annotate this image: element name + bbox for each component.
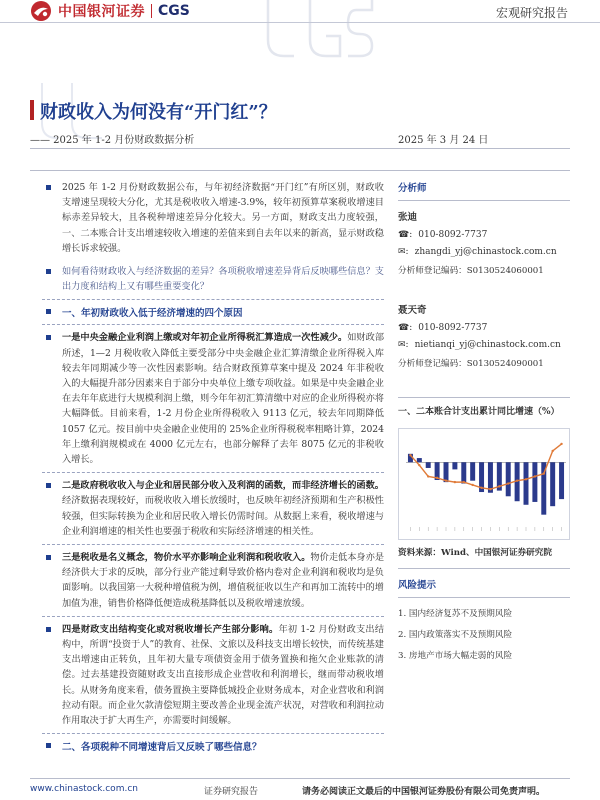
reason-paragraph-3 [42, 550, 384, 611]
bullet-marker [46, 483, 51, 488]
chart-bar [532, 462, 537, 502]
galaxy-logo-icon [30, 0, 52, 22]
report-subtitle: —— 2025 年 1-2 月份财政数据分析 [30, 135, 195, 146]
sidebar-lower [398, 546, 570, 661]
reason-paragraph-4 [42, 622, 384, 728]
bullet-marker [46, 269, 51, 274]
summary-paragraph [42, 180, 384, 256]
page-header [0, 0, 600, 70]
analyst-phone [398, 230, 570, 240]
paragraph-divider [42, 472, 384, 473]
sidebar-divider [398, 597, 570, 598]
section-divider [42, 324, 384, 325]
phone-icon: ☎: [398, 230, 413, 240]
reason-paragraph-2 [42, 478, 384, 539]
sidebar-divider [398, 568, 570, 569]
paragraph-divider [42, 616, 384, 617]
reason-4-text: 年初 1-2 月份财政支出结构中，所谓“投资于人”的教育、社保、文旅以及科技支出增长较快，而传统基建支出增速由正转负，且年初大量专项债资金用于债务置换和拖欠企业账款的清偿。过去基建投资随财政支出直接形成企业营收和利润增长，继而带动税收增长。从财务角度来看，债务置换主要降低城投企业财务成本，对企业营收和利润拉动有限。而企业欠款清偿短期主要改善企业现金流产状况，对营收和利润拉动作用取决于扩大再生产，亦需要时间缓解。 [62, 623, 385, 727]
reason-1-text: 如财政部所述，1—2 月税收收入降低主要受部分中央金融企业汇算清缴企业所得税入库较去年同期减少等一次性因素影响。结合财政预算草案中提及 2024 年非税收入的大幅提升部分因素来自于部分中央单位上缴专项收益。如果是中央金融企业在去年年底进行大规模利润上缴，则今年年初汇算清缴中对应的企业所得税亦将大幅降低。目前来看，1-2 月份企业所得税收入 9113 亿元，较去年同期降低 1057 亿元。按目前中央金融企业使用的 25%企业所得税税率粗略计算，2024 年上缴利润规模或在 4000 亿元左右，也部分解释了去年 8075 亿元的非税收入增长。 [62, 332, 385, 466]
main-content [42, 180, 384, 753]
sidebar [398, 180, 570, 417]
section-heading-2 [42, 739, 384, 753]
analyst-email[interactable] [398, 340, 570, 350]
paragraph-divider [42, 544, 384, 545]
reason-3-lead: 三是税收是名义概念，物价水平亦影响企业利润和税收收入。 [62, 552, 311, 564]
chart-line-point [409, 454, 411, 456]
footer-disclaimer: 请务必阅读正文最后的中国银河证券股份有限公司免责声明。 [302, 787, 546, 797]
question-text: 如何看待财政收入与经济数据的差异？各项税收增速差异背后反映哪些信息？支出力度和结构上又有哪些重要变化？ [62, 266, 384, 293]
analyst-phone-value: 010-8092-7737 [418, 323, 488, 333]
chart-line-point [489, 488, 491, 490]
bullet-marker [46, 743, 51, 748]
chart-bar [559, 462, 564, 499]
chart-line-point [436, 477, 438, 479]
chart-line-point [516, 480, 518, 482]
sidebar-divider [398, 200, 570, 201]
chart-line-point [498, 485, 500, 487]
section-heading-2-text: 二、各项税种不同增速背后又反映了哪些信息？ [62, 742, 262, 754]
reason-2-lead: 二是政府税收收入与企业和居民部分收入及利润的函数，而非经济增长的函数。 [62, 480, 384, 492]
analyst-name: 聂天奇 [398, 305, 427, 316]
chart-bar [506, 462, 511, 496]
bullet-marker [46, 335, 51, 340]
footer-label: 证券研究报告 [204, 787, 259, 797]
risk-item: 1. 国内经济复苏不及预期风险 [398, 609, 513, 619]
chart-source: 资料来源：Wind、中国银河证券研究院 [398, 548, 552, 558]
reason-3-text: 物价走低本身亦是经济供大于求的反映，部分行业产能过剩导致价格内卷对企业利润和税收均是负面影响。以我国第一大税种增值税为例，增值税征收以生产和再加工流转中的增加值为准，销售价格降低便造成税基降低以及税收增速放缓。 [62, 552, 385, 609]
chart-line-point [543, 472, 545, 474]
chart-bar [417, 458, 422, 462]
reason-1-lead: 一是中央金融企业利润上缴或对年初企业所得税汇算造成一次性减少。 [62, 332, 348, 344]
footer-website-link[interactable]: www.chinastock.com.cn [30, 784, 138, 794]
chart-bar [470, 462, 475, 480]
analyst-name: 张迪 [398, 212, 418, 223]
brand-separator [151, 4, 152, 18]
chart-line-point [525, 478, 527, 480]
section-heading-1-text: 一、年初财政收入低于经济增速的四个原因 [62, 308, 243, 320]
header-divider [0, 22, 600, 23]
report-date: 2025 年 3 月 24 日 [398, 135, 489, 146]
chart-bar [426, 462, 431, 468]
chart-line-point [507, 482, 509, 484]
chart-bar [461, 462, 466, 483]
section-heading-1 [42, 305, 384, 319]
cgs-watermark-icon [260, 0, 380, 70]
report-title: 财政收入为何没有“开门红”？ [40, 102, 277, 123]
risk-item: 3. 房地产市场大幅走弱的风险 [398, 651, 513, 661]
title-accent-bar [30, 100, 34, 120]
title-divider [30, 148, 570, 149]
bullet-marker [46, 555, 51, 560]
chart-line-point [534, 475, 536, 477]
phone-icon: ☎: [398, 323, 413, 333]
question-paragraph [42, 264, 384, 294]
chart-line-point [418, 464, 420, 466]
chart-title: 一、二本账合计支出累计同比增速（%） [398, 407, 560, 417]
analyst-email[interactable] [398, 247, 570, 257]
spending-growth-chart [398, 428, 570, 540]
reason-paragraph-1 [42, 330, 384, 467]
bullet-marker [46, 309, 51, 314]
chart-line-point [427, 475, 429, 477]
brand-logo [30, 0, 190, 22]
chart-line [410, 444, 561, 489]
chart-bar [524, 462, 529, 504]
chart-line-point [560, 443, 562, 445]
analyst-email-value[interactable]: zhangdi_yj@chinastock.com.cn [414, 247, 557, 257]
chart-bar [444, 462, 449, 482]
analyst-email-value[interactable]: nietianqi_yj@chinastock.com.cn [414, 340, 561, 350]
reason-2-text: 经济数据表现较好，而税收收入增长放缓时，也反映年初经济预期和生产积极性较强，但实际转换为企业和居民收入增长仍需时间。从数据上来看，税收增速与企业利润增速的相关性也要强于税收和实际经济增速的相关性。 [62, 495, 384, 537]
chart-bar [452, 462, 457, 469]
analyst-registration: 分析师登记编码：S0130524060001 [398, 266, 544, 276]
chart-line-point [445, 480, 447, 482]
risk-item: 2. 国内政策落实不及预期风险 [398, 630, 513, 640]
summary-text: 2025 年 1-2 月份财政数据公布，与年初经济数据“开门红”有所区别，财政收支增速呈现较大分化，尤其是税收收入增速-3.9%，较年初预算草案税收增速目标赤差异较大，且各税种增速差异分化较大。另一方面，财政支出力度较强，一、二本账合计支出增速较收入增速的差值来到自去年以来的新高，显示财政稳增长诉求较强。 [62, 182, 384, 254]
brand-name-cn: 中国银河证券 [58, 4, 145, 20]
analyst-card-2 [398, 302, 570, 369]
analyst-registration: 分析师登记编码：S0130524090001 [398, 359, 544, 369]
content-top-divider [30, 170, 570, 171]
footer-divider [30, 778, 570, 779]
chart-line-point [471, 484, 473, 486]
chart-line-point [454, 481, 456, 483]
chart-bar [550, 462, 555, 506]
mail-icon: ✉: [398, 247, 409, 257]
bullet-marker [46, 185, 51, 190]
risk-heading: 风险提示 [398, 580, 437, 591]
chart-line-point [551, 450, 553, 452]
analyst-phone-value: 010-8092-7737 [418, 230, 488, 240]
bullet-marker [46, 627, 51, 632]
chart-line-point [463, 481, 465, 483]
mail-icon: ✉: [398, 340, 409, 350]
report-type-label: 宏观研究报告 [495, 6, 568, 20]
analyst-card-1 [398, 209, 570, 276]
sidebar-divider [398, 397, 570, 398]
brand-name-en: CGS [158, 3, 190, 19]
analyst-phone [398, 323, 570, 333]
chart-line-point [480, 487, 482, 489]
reason-4-lead: 四是财政支出结构变化或对税收增长产生部分影响。 [62, 623, 279, 635]
analyst-heading: 分析师 [398, 183, 427, 194]
section-divider [42, 299, 384, 300]
section-divider [42, 733, 384, 734]
